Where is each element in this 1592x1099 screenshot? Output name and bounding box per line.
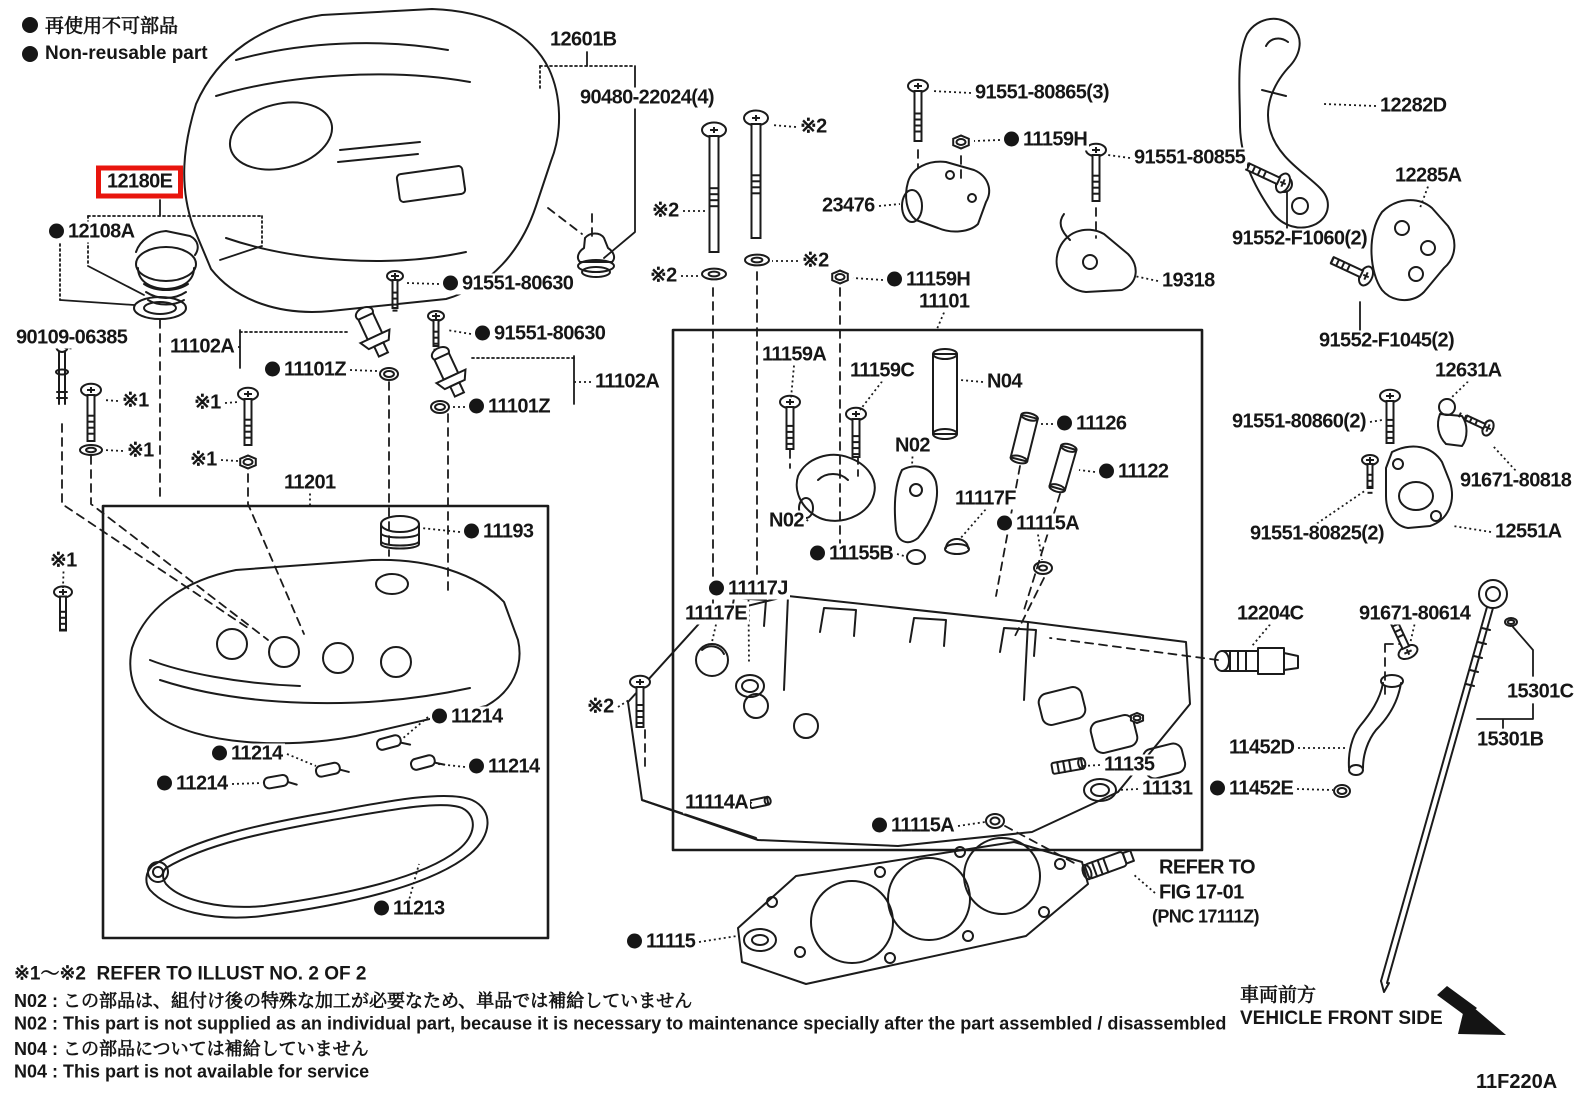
- note-N04-en: N04 : This part is not available for service: [14, 1061, 370, 1082]
- refer-note-line1: [1157, 858, 1257, 879]
- vehicle-front-en: VEHICLE FRONT SIDE: [1240, 1008, 1443, 1029]
- part-12631A[interactable]: [1433, 361, 1503, 382]
- ref-2-d: [648, 266, 679, 287]
- part-number-text: 12180E: [107, 170, 173, 193]
- legend: [22, 10, 208, 68]
- part-number-text: 12631A: [1435, 359, 1502, 382]
- part-number-text: ※1: [127, 439, 154, 462]
- part-number-text: 11122: [1118, 460, 1169, 483]
- non-reusable-bullet-icon: [1057, 416, 1072, 431]
- non-reusable-bullet-icon: [265, 362, 280, 377]
- part-12204C[interactable]: [1235, 604, 1305, 625]
- part-19318[interactable]: [1160, 271, 1217, 292]
- non-reusable-bullet-icon: [627, 934, 642, 949]
- ref-N02-b: [767, 511, 806, 532]
- part-91551-80860[interactable]: [1230, 412, 1368, 433]
- part-11135[interactable]: [1102, 755, 1156, 776]
- part-number-text: ※1: [122, 389, 149, 412]
- part-11115A-b[interactable]: [870, 816, 956, 837]
- part-91671-80614[interactable]: [1357, 604, 1472, 625]
- part-number-text: 11117E: [685, 602, 748, 625]
- non-reusable-bullet-icon: [212, 746, 227, 761]
- part-12180E-highlighted[interactable]: [96, 166, 183, 199]
- part-15301B[interactable]: [1475, 730, 1545, 751]
- part-number-text: 11214: [451, 705, 503, 728]
- part-number-text: 91551-80630: [494, 322, 606, 345]
- ref-N04: [985, 372, 1024, 393]
- part-11102A-left[interactable]: [168, 337, 236, 358]
- part-11214-a[interactable]: [430, 707, 505, 728]
- non-reusable-bullet-icon: [475, 326, 490, 341]
- part-number-text: 11131: [1142, 777, 1193, 800]
- non-reusable-bullet-icon: [1210, 781, 1225, 796]
- part-23476[interactable]: [820, 196, 877, 217]
- non-reusable-bullet-icon: [432, 709, 447, 724]
- part-number-text: 11101Z: [488, 395, 551, 418]
- ref-1-c: [192, 393, 223, 414]
- ref-2-a: [798, 117, 829, 138]
- part-11115[interactable]: [625, 932, 697, 953]
- part-number-text: 91671-80818: [1460, 469, 1572, 492]
- part-number-text: 91551-80860(2): [1232, 410, 1366, 433]
- part-number-text: 19318: [1162, 269, 1215, 292]
- vehicle-front-side: [1240, 984, 1443, 1030]
- part-number-text: 12282D: [1380, 94, 1447, 117]
- part-number-text: ※1: [194, 391, 221, 414]
- ref-2-e: [585, 697, 616, 718]
- part-number-text: 91552-F1060(2): [1232, 227, 1368, 250]
- part-number-text: 91551-80855: [1134, 146, 1246, 169]
- non-reusable-bullet-icon: [464, 524, 479, 539]
- part-number-text: 11452D: [1229, 736, 1295, 759]
- part-11193[interactable]: [462, 522, 535, 543]
- non-reusable-bullet-icon: [49, 224, 64, 239]
- ref-2-b: [650, 201, 681, 222]
- figure-code: 11F220A: [1476, 1071, 1558, 1093]
- part-number-text: 23476: [822, 194, 875, 217]
- ref-N02-a: [893, 436, 932, 457]
- part-number-text: 11117J: [728, 577, 788, 600]
- part-number-text: 11126: [1076, 412, 1127, 435]
- part-11214-c[interactable]: [155, 774, 230, 795]
- part-11159A[interactable]: [760, 345, 828, 366]
- legend-text-en: Non-reusable part: [45, 42, 208, 64]
- part-11201[interactable]: [282, 473, 338, 494]
- part-12551A[interactable]: [1493, 522, 1563, 543]
- note-N02-en: N02 : This part is not supplied as an individual part, because it is necessary to maintenance specially after the part assembled / disassembled: [14, 1013, 1227, 1034]
- part-91551-80865[interactable]: [973, 83, 1111, 104]
- part-number-text: 12601B: [550, 28, 617, 51]
- part-number-text: 11117F: [955, 487, 1016, 510]
- non-reusable-bullet-icon: [22, 46, 38, 62]
- part-number-text: 91671-80614: [1359, 602, 1471, 625]
- part-11452E[interactable]: [1208, 779, 1295, 800]
- part-number-text: N04: [987, 370, 1022, 393]
- part-number-text: 15301B: [1477, 728, 1544, 751]
- part-11452D[interactable]: [1227, 738, 1296, 759]
- part-11126[interactable]: [1055, 414, 1128, 435]
- legend-text-jp: 再使用不可部品: [45, 16, 179, 37]
- part-number-text: 11213: [393, 897, 445, 920]
- non-reusable-bullet-icon: [374, 901, 389, 916]
- non-reusable-bullet-icon: [469, 759, 484, 774]
- part-11131[interactable]: [1140, 779, 1194, 800]
- part-number-text: REFER TO: [1159, 856, 1255, 879]
- non-reusable-bullet-icon: [997, 516, 1012, 531]
- part-91551-80630-b[interactable]: [473, 324, 607, 345]
- part-number-text: 12108A: [68, 220, 135, 243]
- ref-2-c: [800, 251, 831, 272]
- part-number-text: 11115A: [891, 814, 955, 837]
- part-number-text: 90480-22024(4): [580, 86, 714, 109]
- part-90480-22024[interactable]: [578, 88, 716, 109]
- part-number-text: 11452E: [1229, 777, 1294, 800]
- part-91552-F1045[interactable]: [1317, 331, 1456, 352]
- part-number-text: 11159H: [1023, 128, 1088, 151]
- part-12108A[interactable]: [47, 222, 136, 243]
- part-11101Z-left[interactable]: [263, 360, 348, 381]
- part-number-text: 11102A: [170, 335, 235, 358]
- part-number-text: ※2: [650, 264, 677, 287]
- part-number-text: 11159A: [762, 343, 827, 366]
- vehicle-front-jp: 車両前方: [1240, 985, 1317, 1006]
- ref-1-d: [188, 450, 219, 471]
- part-number-text: 11115: [646, 930, 696, 953]
- part-number-text: 91551-80865(3): [975, 81, 1109, 104]
- part-number-text: 91552-F1045(2): [1319, 329, 1455, 352]
- part-11117F[interactable]: [953, 489, 1018, 510]
- part-number-text: 11193: [483, 520, 534, 543]
- part-91552-F1060[interactable]: [1230, 229, 1369, 250]
- part-11101[interactable]: [917, 292, 971, 313]
- refer-note-line2: [1157, 883, 1246, 904]
- part-number-text: 11102A: [595, 370, 660, 393]
- ref-1-b: [125, 441, 156, 462]
- ref-1-e: [48, 551, 79, 572]
- part-number-text: ※2: [587, 695, 614, 718]
- ref-1-a: [120, 391, 151, 412]
- part-number-text: FIG 17-01: [1159, 881, 1244, 904]
- part-number-text: ※1: [50, 549, 77, 572]
- part-number-text: 12204C: [1237, 602, 1304, 625]
- part-91551-80855[interactable]: [1132, 148, 1247, 169]
- note-refer-illust: ※1～※2 REFER TO ILLUST NO. 2 OF 2: [14, 963, 367, 985]
- part-number-text: 11114A: [685, 791, 749, 814]
- part-number-text: 15301C: [1507, 680, 1574, 703]
- part-number-text: 91551-80630: [462, 272, 574, 295]
- part-number-text: 11115A: [1016, 512, 1080, 535]
- part-15301C[interactable]: [1505, 682, 1575, 703]
- part-number-text: 11214: [176, 772, 228, 795]
- non-reusable-bullet-icon: [469, 399, 484, 414]
- part-number-text: ※1: [190, 448, 217, 471]
- part-number-text: 11101Z: [284, 358, 347, 381]
- non-reusable-bullet-icon: [22, 17, 38, 33]
- part-number-text: 11135: [1104, 753, 1155, 776]
- part-number-text: 90109-06385: [16, 326, 128, 349]
- part-11159H-b[interactable]: [885, 270, 972, 291]
- part-number-text: ※2: [800, 115, 827, 138]
- non-reusable-bullet-icon: [1004, 132, 1019, 147]
- part-number-text: 12285A: [1395, 164, 1462, 187]
- part-11155B[interactable]: [808, 544, 895, 565]
- part-number-text: 11214: [488, 755, 540, 778]
- part-11115A-a[interactable]: [995, 514, 1081, 535]
- part-number-text: 11101: [919, 290, 970, 313]
- part-number-text: 11201: [284, 471, 336, 494]
- part-number-text: (PNC 17111Z): [1152, 906, 1259, 927]
- part-number-text: 91551-80825(2): [1250, 522, 1384, 545]
- part-91551-80630-a[interactable]: [441, 274, 575, 295]
- part-11213[interactable]: [372, 899, 447, 920]
- part-number-text: 11159H: [906, 268, 971, 291]
- part-11102A-right[interactable]: [593, 372, 661, 393]
- part-number-text: N02: [895, 434, 930, 457]
- part-number-text: N02: [769, 509, 804, 532]
- part-11214-d[interactable]: [467, 757, 542, 778]
- note-N04-jp: N04 : この部品については補給していません: [14, 1039, 369, 1059]
- non-reusable-bullet-icon: [1099, 464, 1114, 479]
- part-11114A[interactable]: [683, 793, 750, 814]
- non-reusable-bullet-icon: [810, 546, 825, 561]
- legend-row-en: [22, 39, 208, 68]
- non-reusable-bullet-icon: [443, 276, 458, 291]
- part-number-text: 11214: [231, 742, 283, 765]
- legend-row-jp: [22, 10, 208, 39]
- part-number-text: 11159C: [850, 359, 915, 382]
- part-11117J[interactable]: [707, 579, 790, 600]
- non-reusable-bullet-icon: [709, 581, 724, 596]
- part-12282D[interactable]: [1378, 96, 1448, 117]
- non-reusable-bullet-icon: [872, 818, 887, 833]
- part-12601B[interactable]: [548, 30, 618, 51]
- part-11159H-a[interactable]: [1002, 130, 1089, 151]
- part-91671-80818[interactable]: [1458, 471, 1573, 492]
- part-number-text: 12551A: [1495, 520, 1562, 543]
- part-11117E[interactable]: [683, 604, 749, 625]
- non-reusable-bullet-icon: [887, 272, 902, 287]
- non-reusable-bullet-icon: [157, 776, 172, 791]
- refer-note-line3: [1150, 908, 1261, 927]
- part-11214-b[interactable]: [210, 744, 285, 765]
- part-90109-06385[interactable]: [14, 328, 129, 349]
- part-11101Z-right[interactable]: [467, 397, 552, 418]
- part-number-text: 11155B: [829, 542, 894, 565]
- part-number-text: ※2: [802, 249, 829, 272]
- part-11159C[interactable]: [848, 361, 916, 382]
- part-number-text: ※2: [652, 199, 679, 222]
- part-11122[interactable]: [1097, 462, 1170, 483]
- note-N02-jp: N02 : この部品は、組付け後の特殊な加工が必要なため、単品では補給していません: [14, 991, 693, 1011]
- part-12285A[interactable]: [1393, 166, 1463, 187]
- part-91551-80825[interactable]: [1248, 524, 1386, 545]
